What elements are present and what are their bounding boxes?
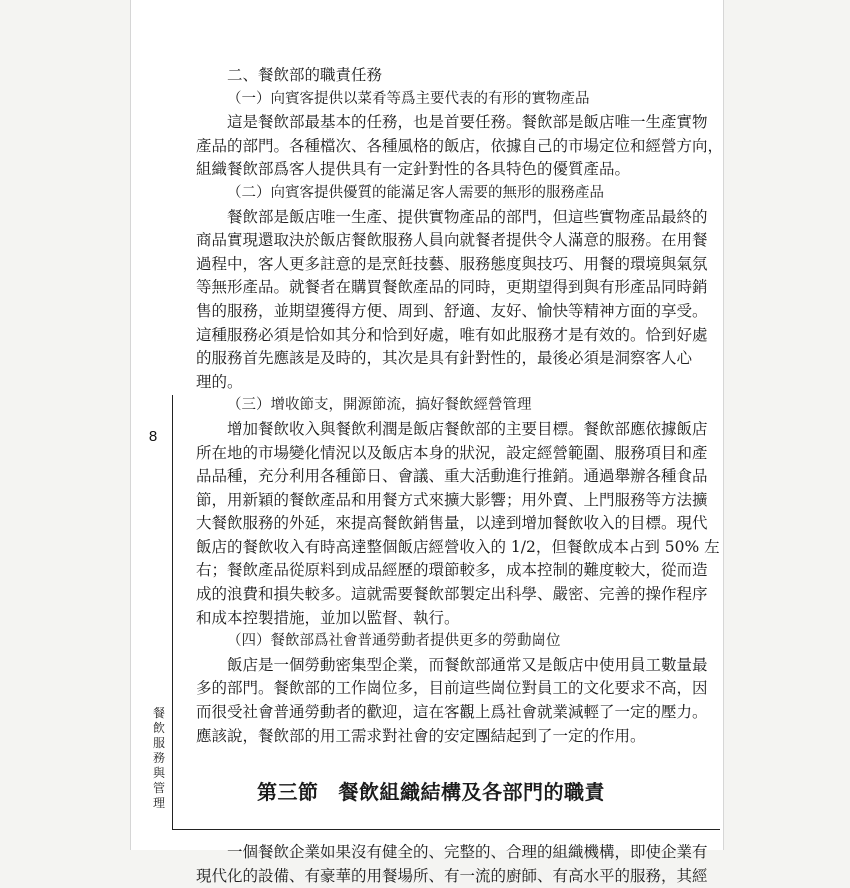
text-line: 的服務首先應該是及時的，其次是具有針對性的，最後必須是洞察客人心 <box>196 349 693 368</box>
running-title: 餐飲服務與管理 <box>152 706 165 810</box>
page-content <box>196 64 724 888</box>
text-line: 售的服務，並期望獲得方便、周到、舒適、友好、愉快等精神方面的享受。 <box>196 301 708 320</box>
paragraph-3 <box>196 418 720 630</box>
text-line: 過程中，客人更多註意的是烹飪技藝、服務態度與技巧、用餐的環境與氣氛 <box>196 254 708 273</box>
margin-rule-vertical <box>172 395 173 830</box>
section-heading: 二、餐飲部的職責任務 <box>227 66 383 84</box>
paragraph-1 <box>196 111 724 182</box>
text-line: 所在地的市場變化情況以及飯店本身的狀況，設定經營範圍、服務項目和產 <box>196 443 708 462</box>
text-line: 和成本控製措施，並加以監督、執行。 <box>196 608 460 627</box>
text-line: 組織餐飲部爲客人提供具有一定針對性的各具特色的優質產品。 <box>196 160 631 179</box>
text-line: 商品實現還取決於飯店餐飲服務人員向就餐者提供令人滿意的服務。在用餐 <box>196 231 708 250</box>
subheading-3: （三）增收節支，開源節流，搞好餐飲經營管理 <box>227 397 532 414</box>
text-line: 這種服務必須是恰如其分和恰到好處，唯有如此服務才是有效的。恰到好處 <box>196 325 708 344</box>
text-line: 產品的部門。各種檔次、各種風格的飯店，依據自己的市場定位和經營方向， <box>196 136 724 155</box>
text-line: 餐飲部是飯店唯一生產、提供實物產品的部門，但這些實物產品最終的 <box>227 207 708 226</box>
text-line: 增加餐飲收入與餐飲利潤是飯店餐飲部的主要目標。餐飲部應依據飯店 <box>227 419 708 438</box>
text-line: 這是餐飲部最基本的任務，也是首要任務。餐飲部是飯店唯一生產實物 <box>227 113 708 132</box>
paragraph-5 <box>196 841 708 888</box>
text-line: 飯店是一個勞動密集型企業，而餐飲部通常又是飯店中使用員工數量最 <box>227 655 708 674</box>
text-line: 而很受社會普通勞動者的歡迎，這在客觀上爲社會就業減輕了一定的壓力。 <box>196 703 708 722</box>
text-line: 右；餐飲產品從原料到成品經歷的環節較多，成本控制的難度較大，從而造 <box>196 561 708 580</box>
paragraph-2 <box>196 206 708 395</box>
text-line: 等無形產品。就餐者在購買餐飲產品的同時，更期望得到與有形產品同時銷 <box>196 278 708 297</box>
text-line: 理的。 <box>196 372 243 391</box>
text-line: 品品種，充分利用各種節日、會議、重大活動進行推銷。通過舉辦各種食品 <box>196 467 708 486</box>
text-line: 大餐飲服務的外延，來提高餐飲銷售量，以達到增加餐飲收入的目標。現代 <box>196 514 708 533</box>
text-line: 現代化的設備、有豪華的用餐場所、有一流的廚師、有高水平的服務，其經 <box>196 866 708 885</box>
subheading-4: （四）餐飲部爲社會普通勞動者提供更多的勞動崗位 <box>227 633 561 650</box>
section-title <box>196 778 666 806</box>
text-line: 一個餐飲企業如果沒有健全的、完整的、合理的組織機構，即使企業有 <box>227 843 708 862</box>
text-line: 成的浪費和損失較多。這就需要餐飲部製定出科學、嚴密、完善的操作程序 <box>196 585 708 604</box>
section-label: 第三節 <box>257 780 319 805</box>
subheading-2: （二）向賓客提供優質的能滿足客人需要的無形的服務產品 <box>227 184 604 201</box>
text-line: 應該說，餐飲部的用工需求對社會的安定團結起到了一定的作用。 <box>196 726 646 745</box>
text-line: 多的部門。餐飲部的工作崗位多，目前這些崗位對員工的文化要求不高，因 <box>196 679 708 698</box>
page-number: 8 <box>148 428 158 445</box>
subheading-1: （一）向賓客提供以菜肴等爲主要代表的有形的實物產品 <box>227 90 590 107</box>
section-title-text: 餐飲組織結構及各部門的職責 <box>338 780 605 805</box>
text-line: 節，用新穎的餐飲產品和用餐方式來擴大影響；用外賣、上門服務等方法擴 <box>196 490 708 509</box>
text-line: 飯店的餐飲收入有時高達整個飯店經營收入的 1/2，但餐飲成本占到 50% 左 <box>196 537 720 556</box>
paragraph-4 <box>196 654 708 748</box>
